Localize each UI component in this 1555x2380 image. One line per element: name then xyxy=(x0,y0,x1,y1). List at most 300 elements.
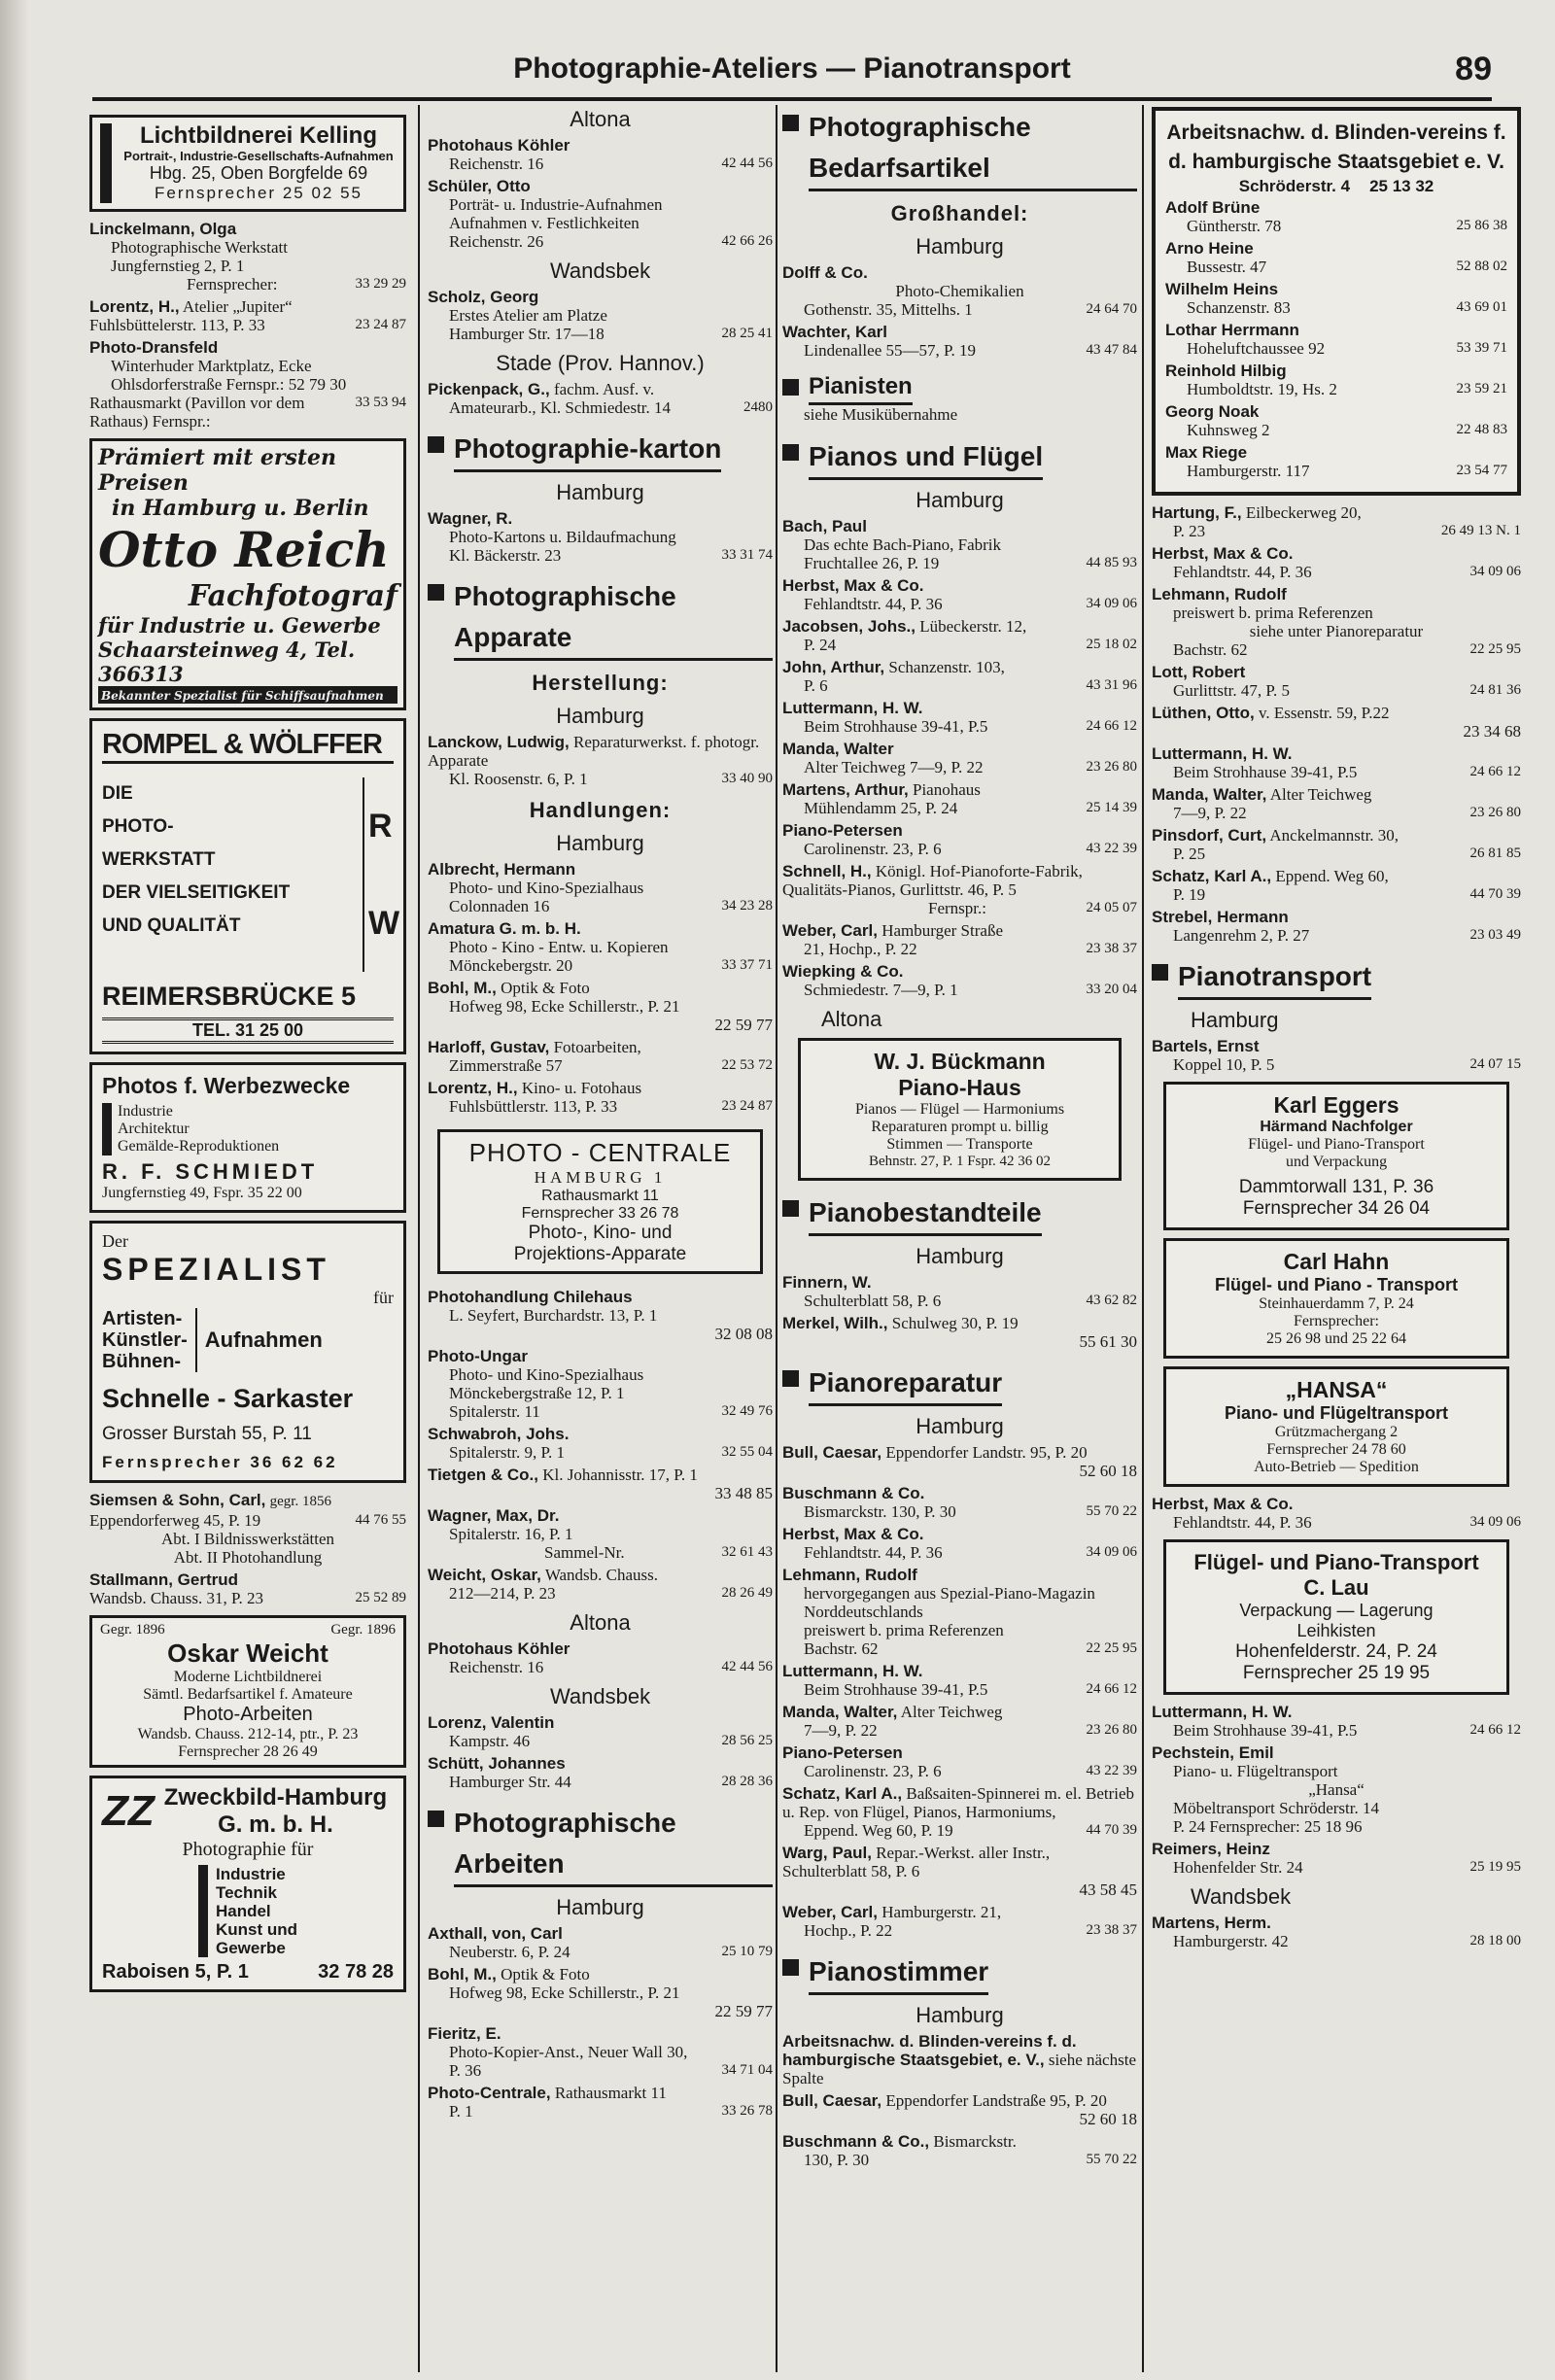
entry-line: 7—9, P. 22 xyxy=(1173,804,1247,822)
entry-line: Sammel-Nr. xyxy=(544,1543,625,1562)
entry-desc: v. Essenstr. 59, P.22 xyxy=(1259,704,1390,722)
ad-address: Schröderstr. 4 xyxy=(1238,177,1351,195)
entry-line: Zimmerstraße 57 xyxy=(449,1056,563,1075)
member xyxy=(1165,321,1507,358)
entry-line: Schulterblatt 58, P. 6 xyxy=(804,1292,942,1310)
entry xyxy=(782,263,1137,319)
entry-desc: Bismarckstr. xyxy=(933,2132,1017,2151)
phone-number: 22 25 95 xyxy=(1469,641,1521,657)
entry xyxy=(428,979,773,1034)
entry xyxy=(782,2132,1137,2169)
entry xyxy=(428,509,773,565)
ad-monogram: R W xyxy=(363,777,394,972)
phone-number: 24 81 36 xyxy=(1469,682,1521,698)
ad-line: Photographie für xyxy=(182,1839,314,1860)
entry-line: Reichenstr. 16 xyxy=(449,155,544,173)
entry xyxy=(782,1903,1137,1940)
entry-name: Weber, Carl, xyxy=(782,921,878,940)
ad-line: Fernsprecher 25 19 95 xyxy=(1242,1663,1431,1683)
entry xyxy=(1152,1495,1521,1532)
entry-line: Piano- u. Flügeltransport xyxy=(1173,1762,1338,1780)
ad-name: „HANSA“ xyxy=(1285,1377,1388,1402)
phone-number: 24 66 12 xyxy=(1469,1722,1521,1738)
ad-line: PHOTO- xyxy=(102,816,174,837)
entry-line: 212—214, P. 23 xyxy=(449,1584,556,1603)
entry-name: Axthall, von, Carl xyxy=(428,1924,563,1943)
ad-line: und Verpackung xyxy=(1285,1154,1388,1170)
column-divider xyxy=(1142,105,1144,2372)
subheading: Handlungen: xyxy=(529,798,672,822)
ad-name: Zweckbild-Hamburg xyxy=(163,1784,388,1811)
entry-name: Weber, Carl, xyxy=(782,1903,878,1921)
entry-line: Fruchtallee 26, P. 19 xyxy=(804,554,940,572)
entry-line: Hamburger Str. 44 xyxy=(449,1773,571,1791)
member xyxy=(1165,443,1507,480)
entry-line: Koppel 10, P. 5 xyxy=(1173,1055,1275,1074)
ad-line: Leihkisten xyxy=(1296,1621,1376,1640)
entry-name: Pinsdorf, Curt, xyxy=(1152,826,1267,845)
ad-line: Artisten- xyxy=(102,1308,183,1329)
phone-number: 28 25 41 xyxy=(721,326,773,341)
phone-number: 28 28 36 xyxy=(721,1774,773,1789)
entry-line: preiswert b. prima Referenzen xyxy=(804,1621,1004,1639)
entry-desc: Repar.-Werkst. aller Instr., Schulterblatt 58, P. 6 xyxy=(782,1844,1051,1880)
phone-number: 52 88 02 xyxy=(1456,259,1507,274)
entry-line: Bussestr. 47 xyxy=(1187,258,1267,276)
entry-line: Wandsb. Chauss. 31, P. 23 xyxy=(89,1589,264,1607)
category-bullet xyxy=(428,1811,444,1827)
member-name: Georg Noak xyxy=(1165,402,1260,421)
entry xyxy=(1152,826,1521,863)
ad-sub: Piano-Haus xyxy=(898,1075,1021,1100)
entry-desc: Optik & Foto xyxy=(501,979,590,997)
phone-number: 23 38 37 xyxy=(1086,1922,1137,1938)
ad-sub: C. Lau xyxy=(1303,1575,1369,1600)
phone-number: 43 22 39 xyxy=(1086,1763,1137,1778)
entry-line: P. 25 xyxy=(1173,845,1206,863)
entry-line: Fehlandtstr. 44, P. 36 xyxy=(804,1543,943,1562)
entry-line: Erstes Atelier am Platze xyxy=(449,306,607,325)
phone-number: 25 18 02 xyxy=(1086,637,1137,652)
entry xyxy=(782,699,1137,736)
ad-blindenverein xyxy=(1152,107,1521,496)
entry-line: Hochp., P. 22 xyxy=(804,1921,893,1940)
entry-desc: Anckelmannstr. 30, xyxy=(1269,826,1400,845)
ad-schmiedt xyxy=(89,1062,406,1213)
phone-number: 24 66 12 xyxy=(1086,1681,1137,1697)
ad-carl-hahn xyxy=(1163,1238,1509,1359)
entry-line: Jungfernstieg 2, P. 1 xyxy=(111,257,245,275)
entry-line: Schmiedestr. 7—9, P. 1 xyxy=(804,981,958,999)
phone-number: 24 66 12 xyxy=(1086,718,1137,734)
entry xyxy=(428,919,773,975)
phone-number: 26 81 85 xyxy=(1469,845,1521,861)
ad-line: DER VIELSEITIGKEIT xyxy=(102,882,291,903)
entry xyxy=(428,2084,773,2121)
ad-name: Oskar Weicht xyxy=(167,1638,328,1668)
entry-name: Linckelmann, Olga xyxy=(89,220,237,238)
entry xyxy=(782,323,1137,360)
phone-number: 23 59 21 xyxy=(1456,381,1507,397)
phone-number: 52 60 18 xyxy=(1079,2110,1137,2128)
city-heading: Hamburg xyxy=(916,234,1004,259)
phone-number: 23 24 87 xyxy=(721,1098,773,1114)
entry-line: Reichenstr. 26 xyxy=(449,232,544,251)
ad-line: Schaarsteinweg 4, Tel. 366313 xyxy=(98,638,397,688)
category-heading xyxy=(428,1803,773,1887)
entry xyxy=(1152,503,1521,540)
entry-name: Tietgen & Co., xyxy=(428,1466,538,1484)
category-bullet xyxy=(782,1370,799,1387)
category-heading xyxy=(1152,956,1521,1000)
phone-number: 42 44 56 xyxy=(721,155,773,171)
entry xyxy=(782,1662,1137,1699)
ad-line: Pianos — Flügel — Harmoniums xyxy=(854,1101,1065,1118)
category-bullet xyxy=(428,436,444,453)
entry xyxy=(428,136,773,173)
phone-number: 23 34 68 xyxy=(1463,722,1521,741)
entry-line: Porträt- u. Industrie-Aufnahmen xyxy=(449,195,663,214)
entry-line: preiswert b. prima Referenzen xyxy=(1173,604,1373,622)
entry-name: Manda, Walter, xyxy=(782,1703,898,1721)
ad-c-lau xyxy=(1163,1539,1509,1695)
entry-line: Beim Strohhause 39-41, P.5 xyxy=(1173,763,1358,781)
entry-name: Hartung, F., xyxy=(1152,503,1242,522)
ad-line: Architektur xyxy=(118,1121,190,1137)
entry xyxy=(428,733,773,788)
city-heading: Hamburg xyxy=(556,704,644,728)
ad-line: Fernsprecher 33 26 78 xyxy=(521,1205,679,1222)
entry-line: hervorgegangen aus Spezial-Piano-Magazin Norddeutschlands xyxy=(804,1584,1095,1621)
ad-name: Flügel- und Piano-Transport xyxy=(1193,1550,1479,1574)
entry-line: Fernspr.: xyxy=(928,899,986,917)
entry-name: Merkel, Wilh., xyxy=(782,1314,888,1332)
entry-name: Herbst, Max & Co. xyxy=(782,576,924,595)
entry-line: „Hansa“ xyxy=(1308,1780,1365,1799)
category-title: Photographische Arbeiten xyxy=(454,1803,773,1887)
phone-number: 22 59 77 xyxy=(714,1016,773,1034)
entry-name: Schwabroh, Johs. xyxy=(428,1425,570,1443)
entry xyxy=(1152,585,1521,659)
ad-line: Industrie xyxy=(118,1103,173,1120)
phone-number: 55 70 22 xyxy=(1086,2152,1137,2167)
phone-number: 52 60 18 xyxy=(1079,1462,1137,1480)
phone-number: 33 26 78 xyxy=(721,2103,773,2119)
ad-line: Hohenfelderstr. 24, P. 24 xyxy=(1235,1641,1437,1662)
entry xyxy=(428,1038,773,1075)
entry-line: Fehlandtstr. 44, P. 36 xyxy=(804,595,943,613)
entry xyxy=(1152,704,1521,741)
ad-name: Schnelle - Sarkaster xyxy=(102,1384,354,1413)
entry-name: Strebel, Hermann xyxy=(1152,908,1289,926)
entry-line: Spitalerstr. 11 xyxy=(449,1402,540,1421)
city-heading: Wandsbek xyxy=(1191,1884,1292,1909)
entry-line: Fernsprecher: xyxy=(187,275,278,293)
entry-line: Lindenallee 55—57, P. 19 xyxy=(804,341,977,360)
ad-sub: G. m. b. H. xyxy=(218,1811,333,1838)
entry xyxy=(782,658,1137,695)
entry-name: Manda, Walter, xyxy=(1152,785,1267,804)
ad-sub: Piano- und Flügeltransport xyxy=(1225,1403,1448,1423)
column-1 xyxy=(89,107,406,2372)
entry xyxy=(89,1491,406,1567)
entry-name: Wagner, R. xyxy=(428,509,513,528)
ad-line: Handel xyxy=(215,1902,271,1920)
ad-line: in Hamburg u. Berlin xyxy=(112,496,369,521)
member xyxy=(1165,362,1507,398)
entry-line: Reichenstr. 16 xyxy=(449,1658,544,1676)
entry-desc: Wandsb. Chauss. xyxy=(544,1566,659,1584)
entry-line: Winterhuder Marktplatz, Ecke Ohlsdorferstraße Fernspr.: 52 79 30 xyxy=(111,357,347,394)
entry-name: Buschmann & Co. xyxy=(782,1484,925,1502)
ad-line: Photo-, Kino- und xyxy=(528,1223,673,1243)
entry-line: Gurlittstr. 47, P. 5 xyxy=(1173,681,1290,700)
ad-zweckbild xyxy=(89,1776,406,1992)
city-heading: Hamburg xyxy=(556,1895,644,1919)
entry xyxy=(428,1713,773,1750)
entry xyxy=(782,740,1137,776)
ad-line: Stimmen — Transporte xyxy=(886,1136,1033,1153)
phone-number: 32 49 76 xyxy=(721,1403,773,1419)
entry-line: Photo- und Kino-Spezialhaus xyxy=(449,879,644,897)
phone-number: 22 53 72 xyxy=(721,1057,773,1073)
entry-desc: Eppendorfer Landstraße 95, P. 20 xyxy=(885,2091,1107,2110)
entry-desc: Eilbeckerweg 20, xyxy=(1245,503,1362,522)
entry xyxy=(428,1347,773,1421)
entry-line: Spitalerstr. 9, P. 1 xyxy=(449,1443,566,1462)
phone-number: 43 47 84 xyxy=(1086,342,1137,358)
entry-line: Photo- und Kino-Spezialhaus xyxy=(449,1365,644,1384)
ad-line: Prämiert mit ersten Preisen xyxy=(98,445,337,496)
member xyxy=(1165,280,1507,317)
entry-name: Piano-Petersen xyxy=(782,821,903,840)
entry-name: Harloff, Gustav, xyxy=(428,1038,550,1056)
phone-number: 34 71 04 xyxy=(721,2062,773,2078)
ad-photo-centrale xyxy=(437,1129,763,1274)
entry-line: Abt. II Photohandlung xyxy=(173,1548,323,1567)
phone-number: 25 19 95 xyxy=(1469,1859,1521,1875)
ad-line: Wandsb. Chauss. 212-14, ptr., P. 23 xyxy=(137,1726,359,1742)
city-heading: Altona xyxy=(570,107,631,131)
phone-number: 24 07 15 xyxy=(1469,1056,1521,1072)
entry-name: Lorenz, Valentin xyxy=(428,1713,555,1732)
entry-name: Albrecht, Hermann xyxy=(428,860,576,879)
entry-line: Hamburger Str. 17—18 xyxy=(449,325,605,343)
ad-line: für Industrie u. Gewerbe xyxy=(98,613,381,638)
ad-name: Lichtbildnerei Kelling xyxy=(139,122,378,149)
entry-name: Luttermann, H. W. xyxy=(1152,1703,1293,1721)
phone-number: 24 05 07 xyxy=(1086,900,1137,915)
entry-name: Photo-Dransfeld xyxy=(89,338,219,357)
entry xyxy=(782,2091,1137,2128)
entry-line: Bismarckstr. 130, P. 30 xyxy=(804,1502,956,1521)
entry-line: Schanzenstr. 83 xyxy=(1187,298,1291,317)
entry-line: P. 19 xyxy=(1173,885,1206,904)
entry-name: Luttermann, H. W. xyxy=(782,699,923,717)
subheading: Herstellung: xyxy=(532,671,669,695)
phone-number: 34 09 06 xyxy=(1469,1514,1521,1530)
entry-name: Bull, Caesar, xyxy=(782,1443,882,1462)
entry xyxy=(428,2024,773,2080)
phone-number: 25 10 79 xyxy=(721,1944,773,1959)
ad-name: Karl Eggers xyxy=(1273,1092,1400,1118)
entry-name: Wagner, Max, Dr. xyxy=(428,1506,560,1525)
entry-line: Fehlandtstr. 44, P. 36 xyxy=(1173,1513,1312,1532)
subheading: Großhandel: xyxy=(890,201,1029,225)
entry-desc: Eppendorfer Landstr. 95, P. 20 xyxy=(885,1443,1088,1462)
entry-line: Amateurarb., Kl. Schmiedestr. 14 xyxy=(449,398,672,417)
category-heading xyxy=(782,107,1137,191)
entry-desc: Eppend. Weg 60, xyxy=(1275,867,1389,885)
category-bullet xyxy=(782,379,799,396)
ad-line: für xyxy=(373,1288,394,1307)
entry xyxy=(782,862,1137,917)
category-heading xyxy=(782,1362,1137,1406)
entry-line: Eppend. Weg 60, P. 19 xyxy=(804,1821,953,1840)
ad-name: ROMPEL & WÖLFFER xyxy=(102,729,394,764)
entry-line: P. 24 xyxy=(804,636,837,654)
entry-desc: Reparaturwerkst. f. photogr. Apparate xyxy=(428,733,760,770)
header-rule xyxy=(92,97,1492,101)
entry-desc: Atelier „Jupiter“ xyxy=(182,297,293,316)
entry-line: Beim Strohhause 39-41, P.5 xyxy=(804,1680,988,1699)
phone-number: 23 26 80 xyxy=(1086,759,1137,775)
entry xyxy=(782,1784,1137,1840)
entry xyxy=(1152,1914,1521,1950)
entry-line: P. 1 xyxy=(449,2102,473,2121)
entry xyxy=(428,288,773,343)
entry xyxy=(782,617,1137,654)
city-heading: Hamburg xyxy=(916,1414,1004,1438)
city-heading: Stade (Prov. Hannov.) xyxy=(496,351,705,375)
phone-number: 25 86 38 xyxy=(1456,218,1507,233)
entry-name: Lehmann, Rudolf xyxy=(1152,585,1287,604)
cross-reference: siehe Musikübernahme xyxy=(804,405,958,424)
phone-number: 22 59 77 xyxy=(714,2002,773,2020)
entry-line: Das echte Bach-Piano, Fabrik xyxy=(804,535,1001,554)
ad-otto-reich xyxy=(89,438,406,710)
phone-number: 26 49 13 N. 1 xyxy=(1440,523,1521,538)
entry-desc: fachm. Ausf. v. xyxy=(553,380,655,398)
entry-line: Photo-Kartons u. Bildaufmachung xyxy=(449,528,676,546)
entry-name: Arbeitsnachw. d. Blinden-vereins f. d. hamburgische Staatsgebiet, e. V., xyxy=(782,2032,1077,2069)
ad-title: SPEZIALIST xyxy=(102,1252,330,1287)
entry-line: Hohenfelder Str. 24 xyxy=(1173,1858,1303,1877)
zz-logo: ZZ xyxy=(102,1787,155,1835)
entry xyxy=(428,1924,773,1961)
entry xyxy=(782,1525,1137,1562)
ad-phone: TEL. 31 25 00 xyxy=(102,1018,394,1044)
phone-number: 2480 xyxy=(743,399,773,415)
phone-number: 53 39 71 xyxy=(1456,340,1507,356)
entry xyxy=(782,1703,1137,1740)
entry xyxy=(782,921,1137,958)
phone-number: 33 40 90 xyxy=(721,771,773,786)
entry-line: Hamburgerstr. 117 xyxy=(1187,462,1310,480)
entry xyxy=(782,1566,1137,1658)
city-heading: Hamburg xyxy=(556,831,644,855)
entry-line: Kl. Bäckerstr. 23 xyxy=(449,546,562,565)
category-heading xyxy=(782,1951,1137,1995)
ad-line: Fernsprecher 28 26 49 xyxy=(178,1743,318,1760)
entry-desc: Fotoarbeiten, xyxy=(553,1038,641,1056)
entry-line: Langenrehm 2, P. 27 xyxy=(1173,926,1310,945)
entry-line: P. 23 xyxy=(1173,522,1206,540)
phone-number: 22 25 95 xyxy=(1086,1640,1137,1656)
entry xyxy=(428,1506,773,1562)
entry-name: Lehmann, Rudolf xyxy=(782,1566,917,1584)
ad-line: Aufnahmen xyxy=(204,1328,323,1352)
entry-name: Photohaus Köhler xyxy=(428,136,570,155)
entry-name: Fieritz, E. xyxy=(428,2024,501,2043)
entry xyxy=(1152,744,1521,781)
entry-line: Gothenstr. 35, Mittelhs. 1 xyxy=(804,300,973,319)
entry-desc: Lübeckerstr. 12, xyxy=(919,617,1027,636)
entry-name: Scholz, Georg xyxy=(428,288,539,306)
city-heading: Wandsbek xyxy=(549,1684,651,1708)
entry xyxy=(428,1079,773,1116)
entry xyxy=(782,1314,1137,1351)
category-heading xyxy=(782,371,1137,405)
phone-number: 44 76 55 xyxy=(355,1512,406,1528)
ad-line: Der xyxy=(102,1231,128,1251)
ad-sub: Flügel- und Piano - Transport xyxy=(1215,1275,1458,1294)
entry-line: Abt. I Bildnisswerkstätten xyxy=(160,1530,334,1548)
city-heading: Hamburg xyxy=(916,488,1004,512)
ad-line: Projektions-Apparate xyxy=(513,1244,687,1264)
ad-name: Otto Reich xyxy=(98,521,390,578)
member-name: Reinhold Hilbig xyxy=(1165,362,1287,380)
phone-number: 43 62 82 xyxy=(1086,1293,1137,1308)
entry-line: Hofweg 98, Ecke Schillerstr., P. 21 xyxy=(449,997,680,1016)
entry-name: Pickenpack, G., xyxy=(428,380,550,398)
entry xyxy=(428,1639,773,1676)
entry-line: Photo - Kino - Entw. u. Kopieren xyxy=(449,938,669,956)
entry-name: Martens, Herm. xyxy=(1152,1914,1271,1932)
ad-title: Photos f. Werbezwecke xyxy=(102,1073,351,1098)
category-title: Pianobestandteile xyxy=(809,1192,1042,1236)
entry-name: Wiepking & Co. xyxy=(782,962,904,981)
entry-name: Pechstein, Emil xyxy=(1152,1743,1274,1762)
phone-number: 34 09 06 xyxy=(1086,1544,1137,1560)
entry xyxy=(428,860,773,915)
ad-line: Technik xyxy=(215,1883,277,1902)
entry-name: Wachter, Karl xyxy=(782,323,888,341)
entry-line: L. Seyfert, Burchardstr. 13, P. 1 xyxy=(449,1306,658,1325)
entry-line: Photographische Werkstatt xyxy=(111,238,288,257)
phone-number: 23 54 77 xyxy=(1456,463,1507,478)
category-bullet xyxy=(428,584,444,601)
entry-line: Bachstr. 62 xyxy=(804,1639,879,1658)
ad-kelling xyxy=(89,115,406,212)
ad-line: Steinhauerdamm 7, P. 24 xyxy=(1259,1295,1414,1312)
entry-line: P. 36 xyxy=(449,2061,482,2080)
ad-name: PHOTO - CENTRALE xyxy=(468,1138,732,1167)
entry-line: Carolinenstr. 23, P. 6 xyxy=(804,1762,942,1780)
entry xyxy=(1152,785,1521,822)
city-heading: Altona xyxy=(821,1007,882,1031)
member xyxy=(1165,239,1507,276)
entry xyxy=(1152,867,1521,904)
ad-name: Arbeitsnachw. d. Blinden-vereins f. d. hamburgische Staatsgebiet e. V. xyxy=(1166,121,1506,173)
entry-name: Warg, Paul, xyxy=(782,1844,872,1862)
category-title: Photographische Apparate xyxy=(454,576,773,661)
phone-number: 32 78 28 xyxy=(318,1961,394,1983)
phone-number: 23 24 87 xyxy=(355,317,406,332)
phone-number: 33 37 71 xyxy=(721,957,773,973)
entry xyxy=(89,338,406,431)
entry-name: Photo-Ungar xyxy=(428,1347,528,1365)
